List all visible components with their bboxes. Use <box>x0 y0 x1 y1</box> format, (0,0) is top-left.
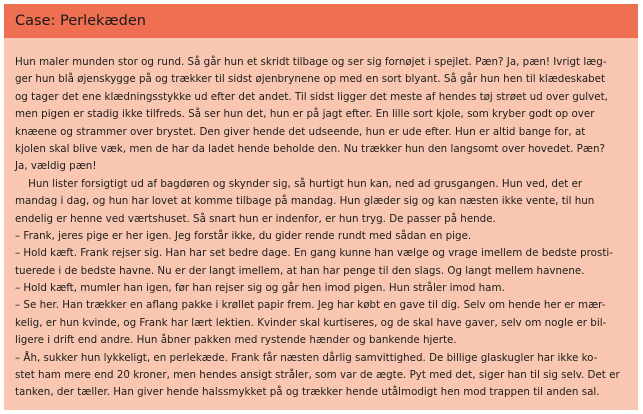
text-line: Hun lister forsigtigt ud af bagdøren og skynder sig, så hurtigt hun kan, ned ad grusgangen. Hun ved, det er <box>15 177 583 190</box>
text-line: – Hold kæft. Frank rejser sig. Han har set bedre dage. En gang kunne han vælge og vrage imellem de bedste prosti- <box>15 247 613 260</box>
case-box <box>4 4 638 410</box>
text-line: og tager det ene klædningsstykke ud efter det andet. Til sidst ligger det meste af hendes tøj strøet ud over gulvet, <box>15 90 608 103</box>
text-line: endelig er henne ved værtshuset. Så snart hun er indenfor, er hun tryg. De passer på hende. <box>15 212 496 225</box>
text-line: Hun maler munden stor og rund. Så går hun et skridt tilbage og ser sig fornøjet i spejlet. Pæn? Ja, pæn! Ivrigt læg- <box>15 56 607 68</box>
text-line: – Se her. Han trækker en aflang pakke i krøllet papir frem. Jeg har købt en gave til dig. Selv om hende her er mær- <box>15 299 606 312</box>
text-line: ligere i drift end andre. Hun åbner pakken med rystende hænder og bankende hjerte. <box>15 334 457 347</box>
text-line: stet ham mere end 20 kroner, men hendes ansigt stråler, som var de ægte. Pyt med det, siger han til sig selv. Det er <box>15 369 620 382</box>
text-line: tuerede i de bedste havne. Nu er der langt imellem, at han har penge til den slags. Og langt mellem havnene. <box>15 264 585 277</box>
text-line: – Åh, sukker hun lykkeligt, en perlekæde. Frank får næsten dårlig samvittighed. De billige glaskugler har ikke ko- <box>15 351 598 364</box>
text-line: mandag i dag, og hun har lovet at komme tilbage på mandag. Hun glæder sig og kan næsten ikke vente, til hun <box>15 195 595 208</box>
text-line: knæene og strammer over brystet. Den giver hende det udseende, hun er ude efter. Hun er altid bange for, at <box>15 125 586 138</box>
text-line: men pigen er stadig ikke tilfreds. Så ser hun det, hun er på jagt efter. En lille sort kjole, som kryber godt op over <box>15 108 595 121</box>
text-line: kjolen skal blive væk, men de har da ladet hende beholde den. Nu trækker hun den langsomt over hovedet. Pæn? <box>15 142 605 155</box>
text-line: tanken, der tæller. Han giver hende halssmykket på og trækker hende utålmodigt hen mod trappen til anden sal. <box>15 386 600 399</box>
case-title: Case: Perlekæden <box>15 13 146 29</box>
text-line: – Hold kæft, mumler han igen, før han rejser sig og går hen imod pigen. Hun stråler imod ham. <box>15 282 505 295</box>
case-body-text <box>15 54 635 402</box>
text-line: – Frank, jeres pige er her igen. Jeg forstår ikke, du gider rende rundt med sådan en pige. <box>15 229 472 242</box>
text-line: Ja, vældig pæn! <box>15 160 97 173</box>
case-header <box>4 4 638 38</box>
text-line: ger hun blå øjenskygge på og trækker til sidst øjenbrynene op med en sort blyant. Så går hun hen til klædeskabet <box>15 73 606 86</box>
text-line: kelig, er hun kvinde, og Frank har lært lektien. Kvinder skal kurtiseres, og de skal have gaver, selv om nogle er bil- <box>15 316 607 329</box>
